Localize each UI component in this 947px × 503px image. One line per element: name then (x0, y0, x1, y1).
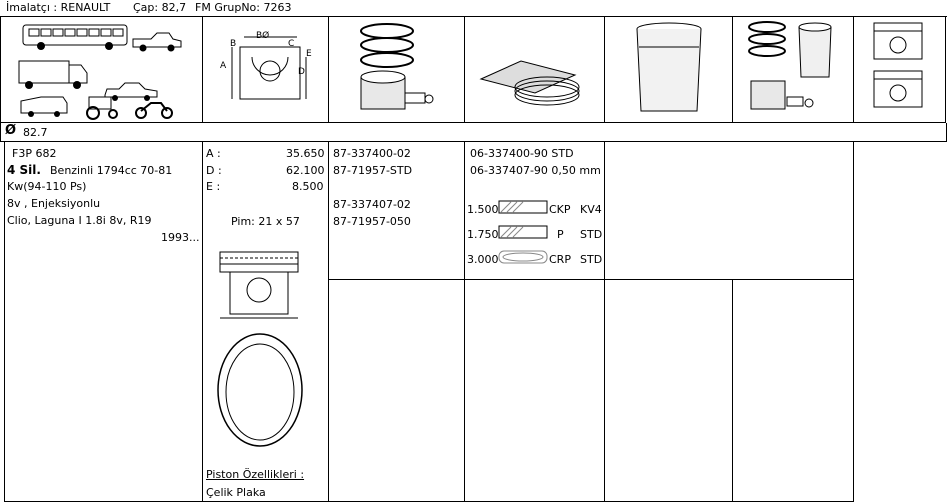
dim-d: D : (206, 164, 222, 177)
piston-section-icon (854, 17, 945, 121)
ring-set-icon (465, 17, 604, 121)
empty-lower-cell-2 (465, 280, 605, 502)
diameter-value: 82.7 (23, 126, 48, 139)
ring-number-1: 06-337400-90 STD (470, 147, 574, 160)
p-ring-icon (499, 225, 549, 239)
piston-number-1: 87-337400-02 (333, 147, 411, 160)
piston-section-cell (854, 17, 946, 123)
manufacturer-label: İmalatçı : RENAULT (6, 1, 111, 14)
engine-power: Kw(94-110 Ps) (7, 180, 87, 193)
dim-a-label: A (220, 61, 227, 71)
cylinder-liner-icon (605, 17, 732, 121)
piston-numbers-cell (329, 142, 465, 280)
liner-cell (605, 17, 733, 123)
dimensions-cell (202, 142, 329, 502)
vehicles-icon (1, 17, 201, 121)
engine-year: 1993... (161, 231, 200, 244)
ring-type-1: CKP (549, 203, 571, 216)
piston-kit-cell (733, 17, 854, 123)
ring-size-2: 1.750 (467, 228, 499, 241)
diameter-symbol: Ø (5, 123, 17, 138)
dim-e-label: E (306, 49, 312, 59)
ring-set-cell (465, 17, 605, 123)
dim-c-label: C (288, 39, 295, 49)
cylinder-count: 4 Sil. (7, 163, 41, 177)
engine-code: F3P 682 (12, 147, 57, 160)
empty-lower-cell-3 (605, 280, 733, 502)
engine-valve: 8v , Enjeksiyonlu (7, 197, 101, 210)
empty-lower-cell-4 (733, 280, 854, 502)
diameter-row (0, 123, 947, 142)
group-label: FM GrupNo: 7263 (195, 1, 292, 14)
header-bar (0, 0, 947, 17)
ring-size-3: 3.000 (467, 253, 499, 266)
ring-code-3: STD (580, 253, 603, 266)
dim-a: A : (206, 147, 221, 160)
dim-b-label: B (230, 39, 237, 49)
ring-size-1: 1.500 (467, 203, 499, 216)
ring-type-3: CRP (549, 253, 571, 266)
dim-d-value: 62.100 (286, 164, 325, 177)
crp-ring-icon (499, 250, 549, 264)
features-value: Çelik Plaka (206, 486, 266, 499)
dim-d-label: D (298, 67, 305, 77)
ring-number-2: 06-337407-90 0,50 mm (470, 164, 601, 177)
dim-e: E : (206, 180, 221, 193)
piston-number-3: 87-337407-02 (333, 198, 411, 211)
ring-type-2: P (557, 228, 564, 241)
pin-size: Pim: 21 x 57 (231, 215, 300, 228)
piston-kit-icon (733, 17, 853, 121)
piston-rings-cell (329, 17, 465, 123)
engine-desc: Benzinli 1794cc 70-81 (50, 164, 173, 177)
ckp-ring-icon (499, 200, 549, 214)
ring-code-2: STD (580, 228, 603, 241)
empty-upper-cell (605, 142, 854, 280)
engine-model: Clio, Laguna I 1.8i 8v, R19 (7, 214, 152, 227)
engine-cell (4, 142, 203, 502)
ring-code-1: KV4 (580, 203, 602, 216)
piston-number-2: 87-71957-STD (333, 164, 413, 177)
features-title: Piston Özellikleri : (206, 468, 305, 481)
piston-rings-icon (329, 17, 464, 121)
ring-numbers-cell (465, 142, 605, 280)
vehicles-cell (0, 17, 203, 123)
dim-bo-label: BØ (256, 31, 270, 41)
piston-drawing-icon (202, 242, 328, 482)
piston-number-4: 87-71957-050 (333, 215, 411, 228)
bore-label: Çap: 82,7 (133, 1, 187, 14)
piston-dimension-cell (202, 17, 329, 123)
empty-lower-cell-1 (329, 280, 465, 502)
dim-a-value: 35.650 (286, 147, 325, 160)
dim-e-value: 8.500 (292, 180, 324, 193)
